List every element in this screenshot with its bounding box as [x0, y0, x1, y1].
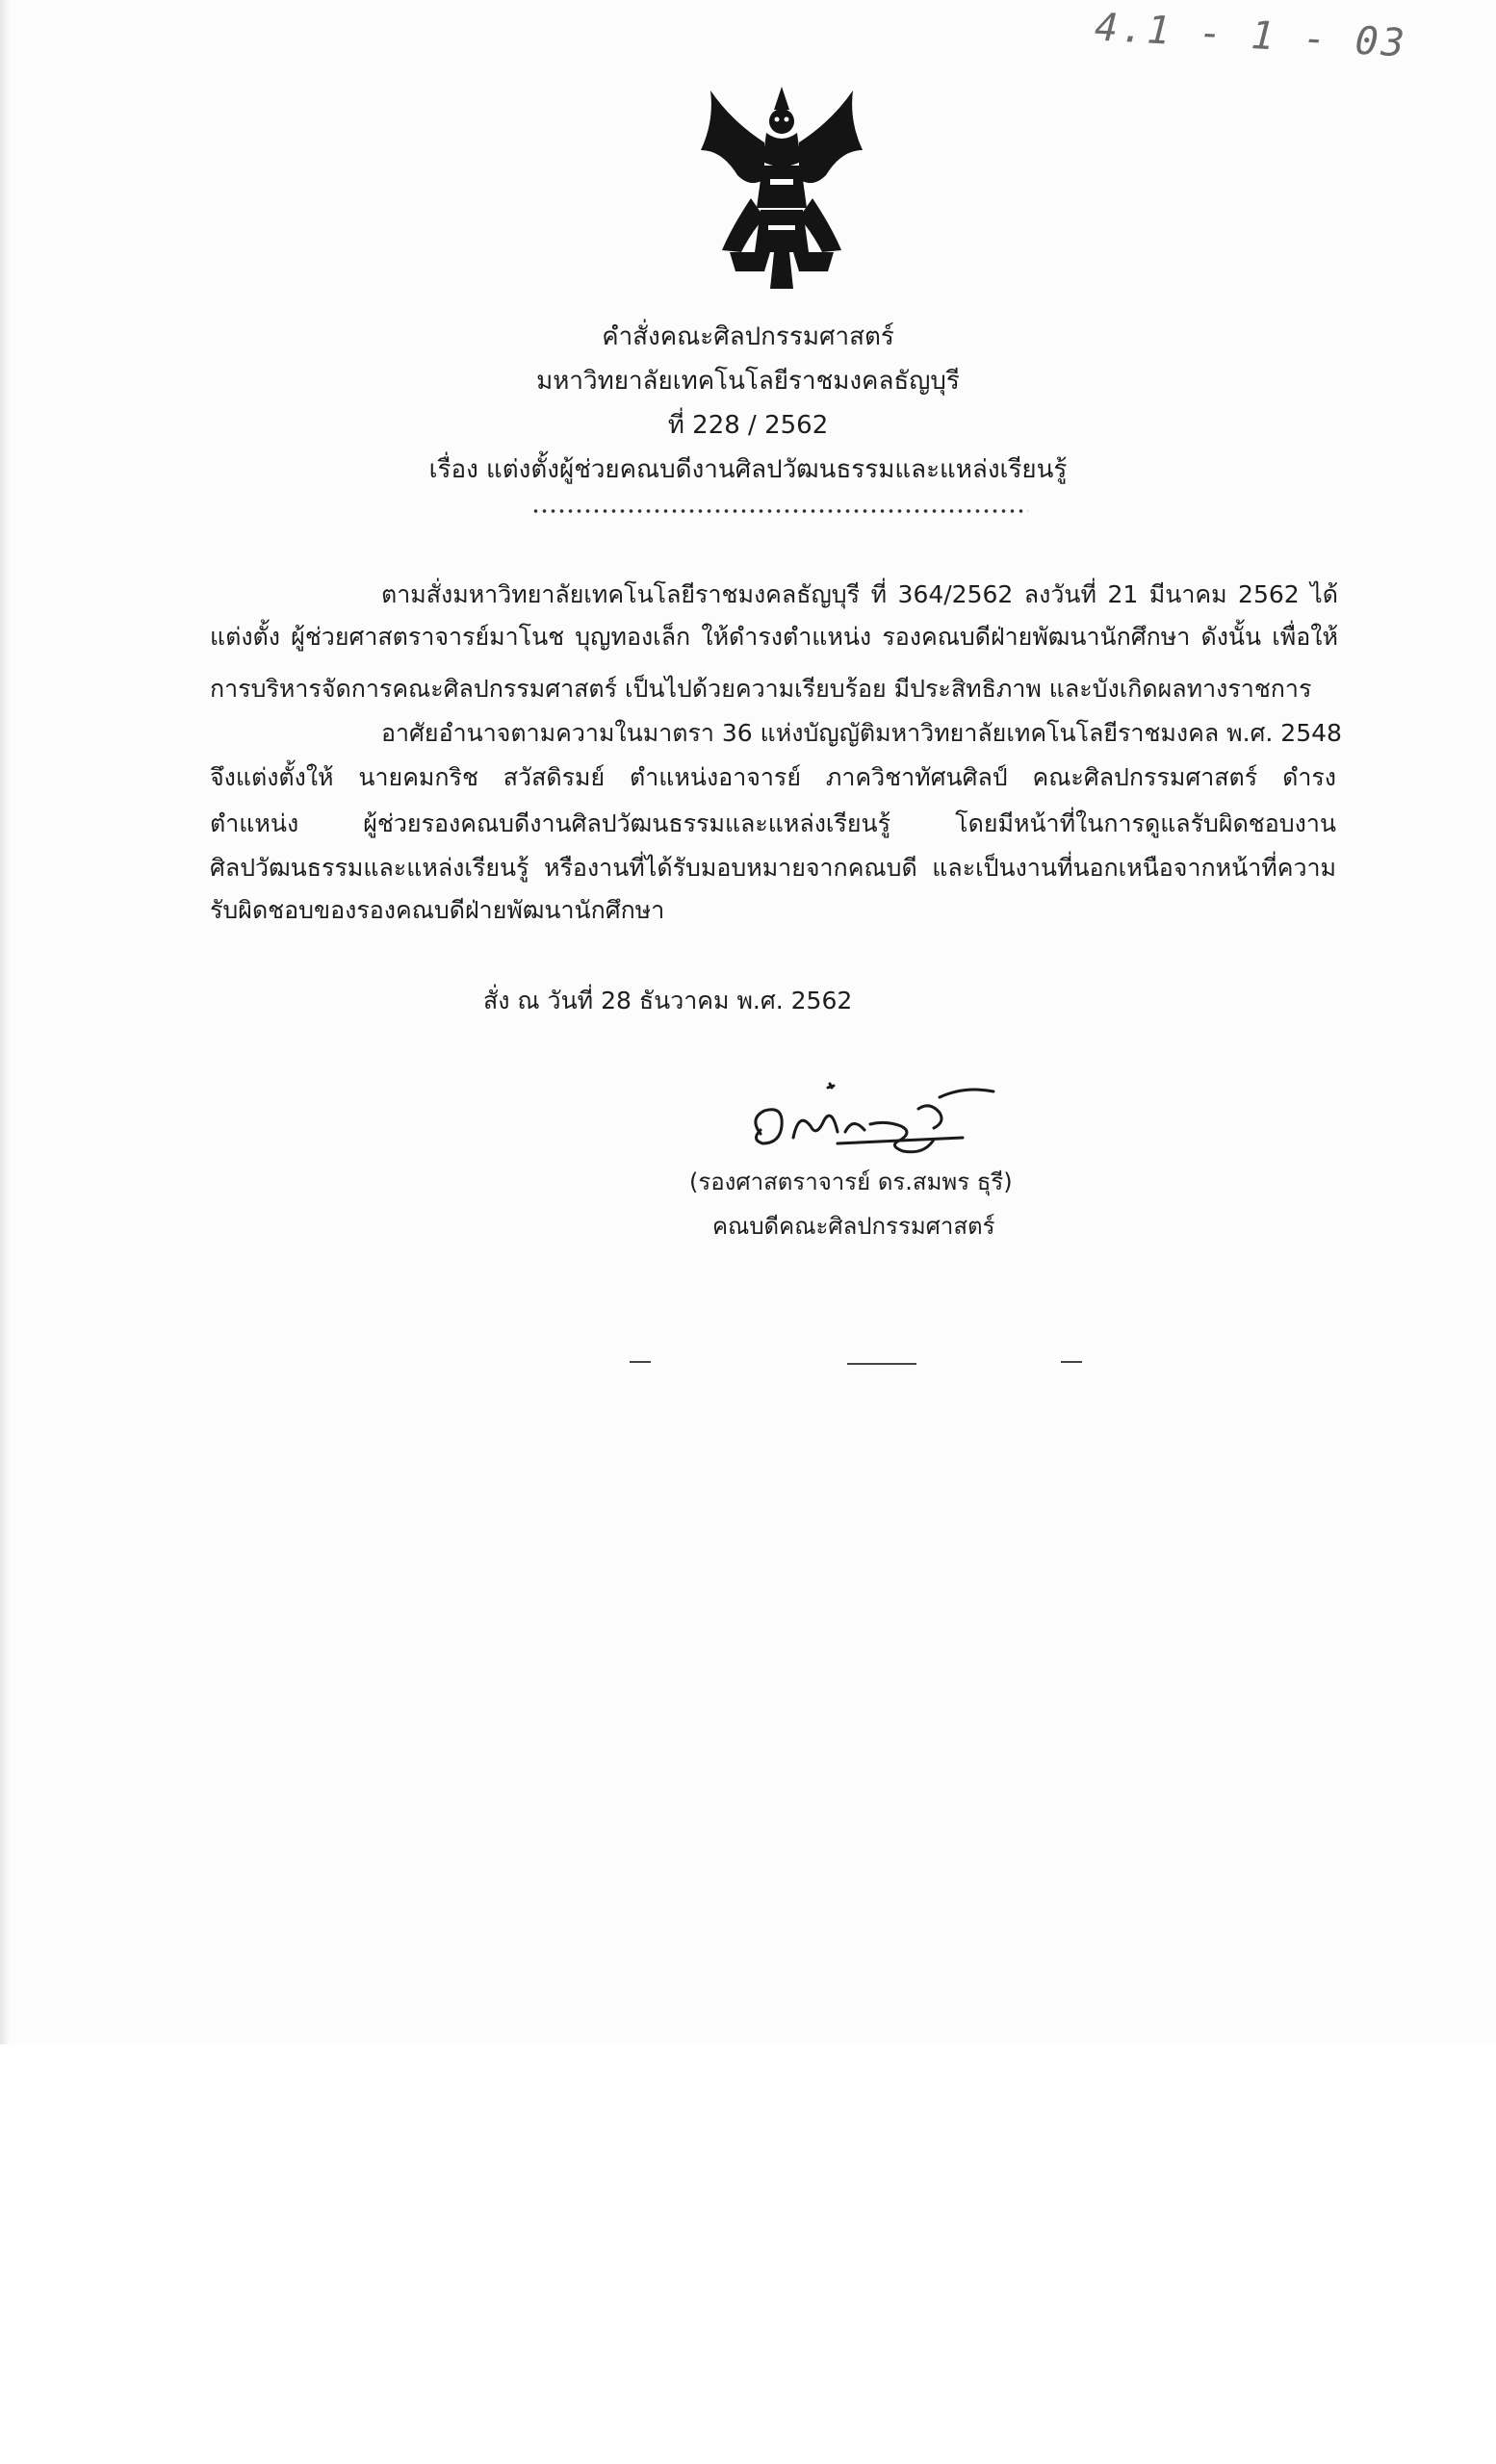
- paragraph2-line5: รับผิดชอบของรองคณบดีฝ่ายพัฒนานักศึกษา: [210, 896, 665, 924]
- order-subject: เรื่อง แต่งตั้งผู้ช่วยคณบดีงานศิลปวัฒนธรรมและแหล่งเรียนรู้: [428, 455, 1068, 484]
- garuda-emblem: [693, 83, 870, 293]
- separator-asterisks: [531, 505, 1028, 517]
- scan-mark: [1061, 1361, 1082, 1363]
- signatory-name: (รองศาสตราจารย์ ดร.สมพร ธุรี): [689, 1168, 1013, 1195]
- signatory-title: คณบดีคณะศิลปกรรมศาสตร์: [712, 1213, 995, 1240]
- university-name: มหาวิทยาลัยเทคโนโลยีราชมงคลธัญบุรี: [536, 367, 960, 396]
- paragraph1-line3: การบริหารจัดการคณะศิลปกรรมศาสตร์ เป็นไปด้วยความเรียบร้อย มีประสิทธิภาพ และบังเกิดผลทางราชการ: [210, 675, 1312, 703]
- paragraph2-line1: อาศัยอำนาจตามความในมาตรา 36 แห่งบัญญัติมหาวิทยาลัยเทคโนโลยีราชมงคล พ.ศ. 2548: [381, 719, 1342, 747]
- order-number: ที่ 228 / 2562: [667, 411, 829, 440]
- handwritten-reference-note: 4.1 - 1 - 03: [1094, 5, 1408, 66]
- order-issuer: คำสั่งคณะศิลปกรรมศาสตร์: [602, 322, 894, 351]
- paragraph1-line2: แต่งตั้ง ผู้ช่วยศาสตราจารย์มาโนช บุญทองเล็ก ให้ดำรงตำแหน่ง รองคณบดีฝ่ายพัฒนานักศึกษา ดังนั้น เพื่อให้: [210, 623, 1338, 651]
- paragraph2-line4: ศิลปวัฒนธรรมและแหล่งเรียนรู้ หรืองานที่ได้รับมอบหมายจากคณบดี และเป็นงานที่นอกเหนือจากหน้าที่ความ: [210, 854, 1336, 882]
- scan-mark: [630, 1361, 651, 1363]
- paragraph2-line3: ตำแหน่ง ผู้ช่วยรองคณบดีงานศิลปวัฒนธรรมและแหล่งเรียนรู้ โดยมีหน้าที่ในการดูแลรับผิดชอบงาน: [210, 809, 1336, 837]
- scan-mark: [847, 1363, 916, 1365]
- paragraph2-line2: จึงแต่งตั้งให้ นายคมกริช สวัสดิรมย์ ตำแหน่งอาจารย์ ภาควิชาทัศนศิลป์ คณะศิลปกรรมศาสตร์ ดำรง: [210, 763, 1336, 791]
- order-date: สั่ง ณ วันที่ 28 ธันวาคม พ.ศ. 2562: [483, 987, 853, 1014]
- paragraph1-line1: ตามสั่งมหาวิทยาลัยเทคโนโลยีราชมงคลธัญบุรี ที่ 364/2562 ลงวันที่ 21 มีนาคม 2562 ได้: [381, 580, 1338, 608]
- handwritten-signature: [741, 1076, 1001, 1161]
